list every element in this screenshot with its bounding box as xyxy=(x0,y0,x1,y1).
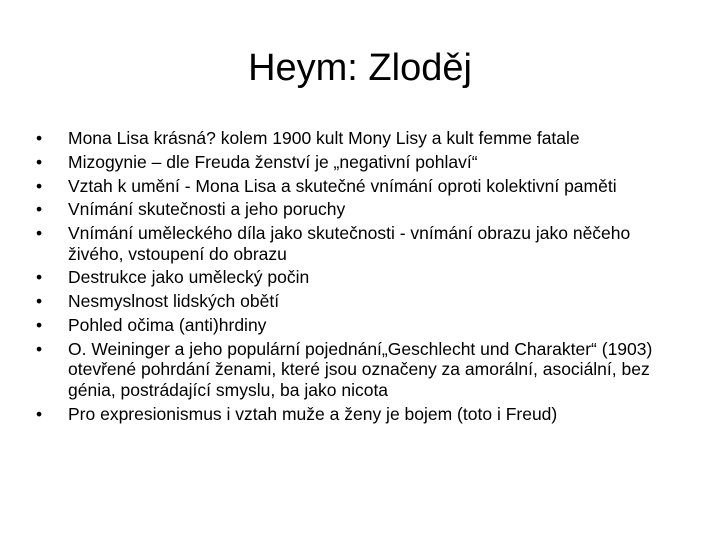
bullet-icon: • xyxy=(36,315,43,336)
bullet-icon: • xyxy=(36,403,43,424)
bullet-icon: • xyxy=(36,175,43,196)
bullet-item xyxy=(36,223,686,264)
bullet-text: Mona Lisa krásná? kolem 1900 kult Mony Lisy a kult femme fatale xyxy=(68,128,580,148)
bullet-item xyxy=(36,315,686,336)
bullet-text: Destrukce jako umělecký počin xyxy=(68,267,310,288)
bullet-item xyxy=(36,339,686,401)
bullet-item xyxy=(36,152,686,173)
bullet-text: O. Weininger a jeho populární pojednání„Geschlecht und Charakter“ (1903) otevřené pohrdání ženami, které jsou označeny za amorální, asociální, bez génia, postrádající smyslu, ba jako nicota xyxy=(68,338,653,400)
bullet-icon: • xyxy=(36,267,43,288)
bullet-icon: • xyxy=(36,199,43,220)
bullet-item xyxy=(36,404,686,425)
bullet-icon: • xyxy=(36,128,43,148)
bullet-icon: • xyxy=(36,291,43,312)
bullet-text: Vnímání uměleckého díla jako skutečnosti - vnímání obrazu jako něčeho živého, vstoupení do obrazu xyxy=(68,223,631,264)
bullet-item xyxy=(36,199,686,220)
bullet-item xyxy=(36,267,686,288)
bullet-item xyxy=(36,291,686,312)
bullet-text: Vztah k umění - Mona Lisa a skutečné vnímání oproti kolektivní paměti xyxy=(68,175,617,196)
bullet-list xyxy=(36,128,686,427)
bullet-text: Nesmyslnost lidských obětí xyxy=(68,291,280,312)
bullet-text: Pohled očima (anti)hrdiny xyxy=(68,315,267,336)
bullet-item xyxy=(36,176,686,197)
bullet-item xyxy=(36,128,686,149)
bullet-text: Vnímání skutečnosti a jeho poruchy xyxy=(68,199,346,220)
bullet-icon: • xyxy=(36,338,43,359)
bullet-icon: • xyxy=(36,151,43,172)
slide-title: Heym: Zloděj xyxy=(248,47,472,89)
bullet-icon: • xyxy=(36,223,43,244)
bullet-text: Mizogynie – dle Freuda ženství je „negativní pohlaví“ xyxy=(68,151,478,172)
bullet-text: Pro expresionismus i vztah muže a ženy je bojem (toto i Freud) xyxy=(68,403,558,424)
